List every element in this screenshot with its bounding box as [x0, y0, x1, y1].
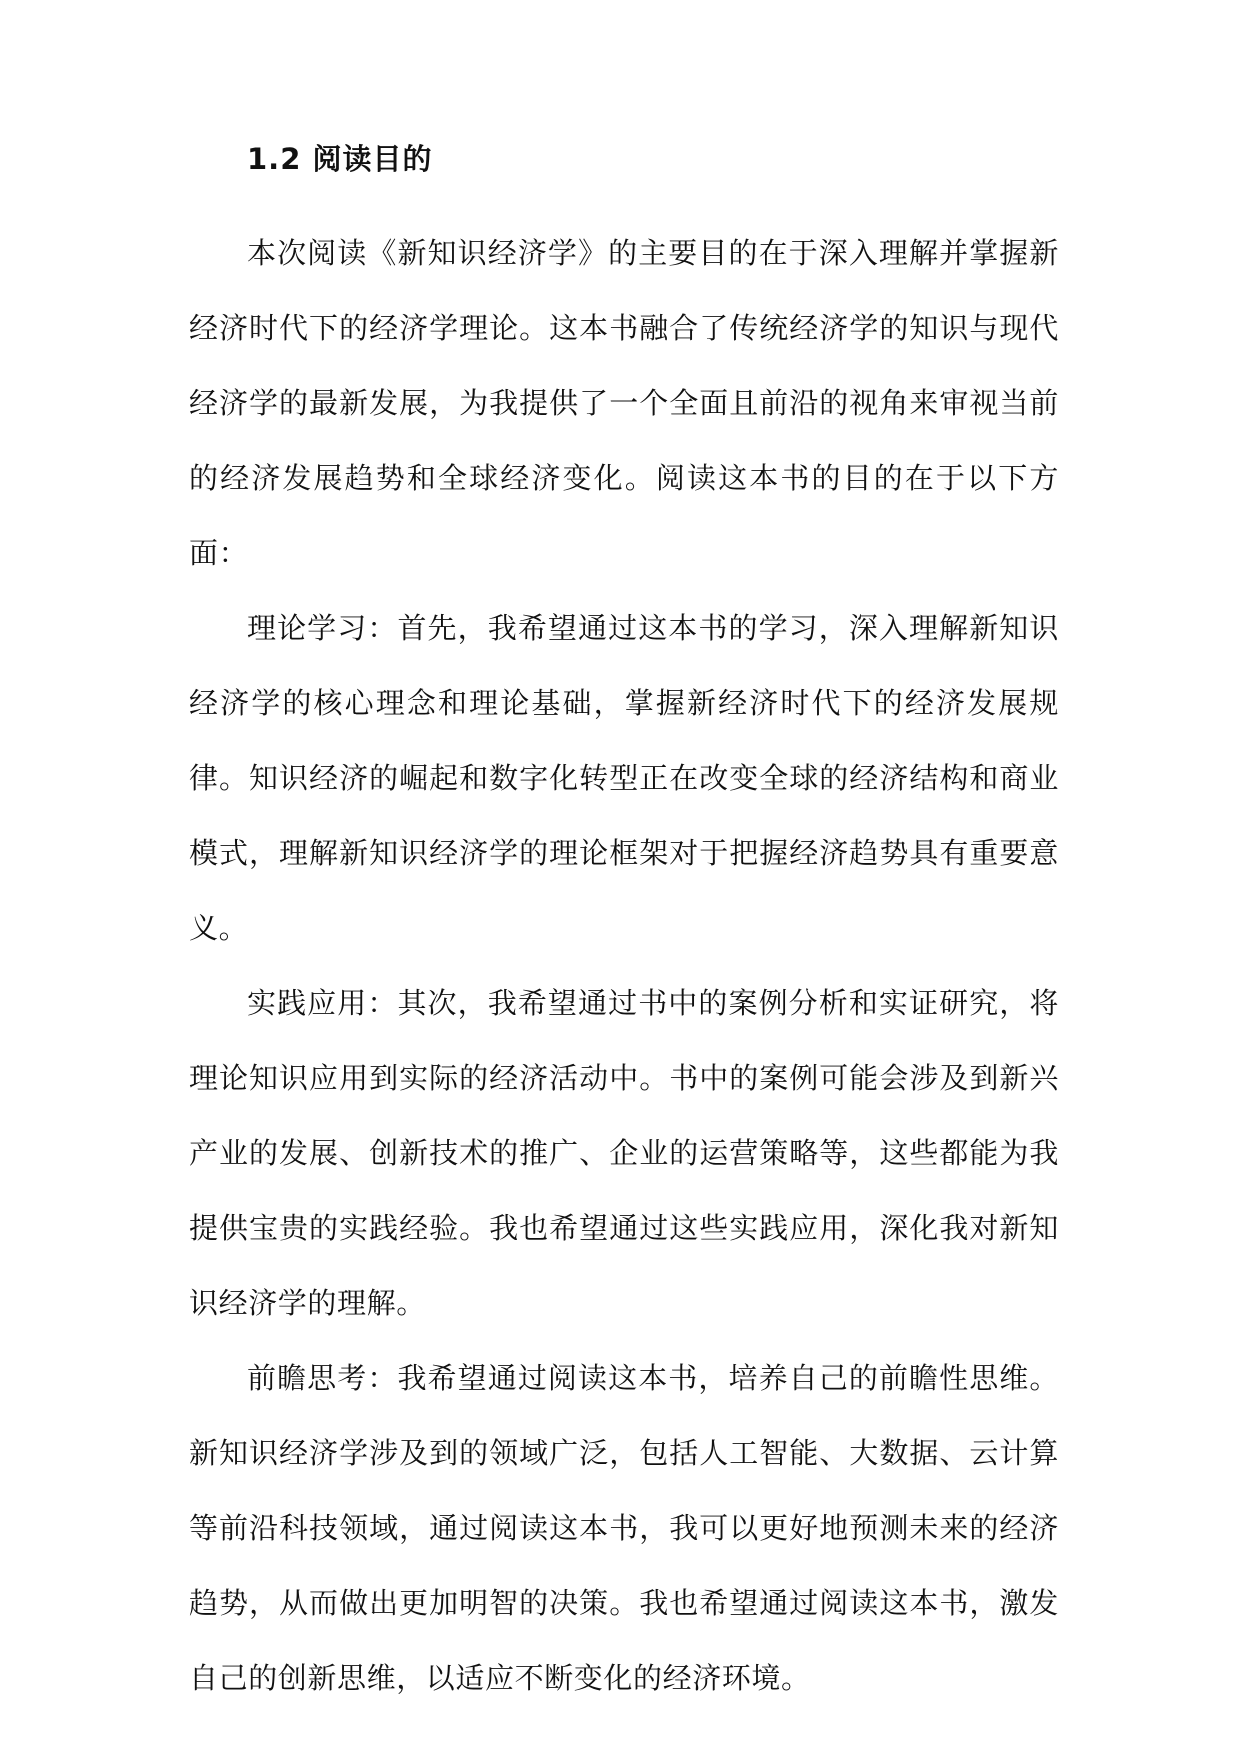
paragraph-forward-thinking: 前瞻思考：我希望通过阅读这本书，培养自己的前瞻性思维。新知识经济学涉及到的领域广泛，包括人工智能、大数据、云计算等前沿科技领域，通过阅读这本书，我可以更好地预测未来的经济趋势，从而做出更加明智的决策。我也希望通过阅读这本书，激发自己的创新思维，以适应不断变化的经济环境。 — [189, 1361, 1059, 1695]
paragraph-practice-application: 实践应用：其次，我希望通过书中的案例分析和实证研究，将理论知识应用到实际的经济活动中。书中的案例可能会涉及到新兴产业的发展、创新技术的推广、企业的运营策略等，这些都能为我提供宝贵的实践经验。我也希望通过这些实践应用，深化我对新知识经济学的理解。 — [189, 986, 1059, 1320]
paragraph-intro: 本次阅读《新知识经济学》的主要目的在于深入理解并掌握新经济时代下的经济学理论。这本书融合了传统经济学的知识与现代经济学的最新发展，为我提供了一个全面且前沿的视角来审视当前的经济发展趋势和全球经济变化。阅读这本书的目的在于以下方面： — [189, 236, 1059, 570]
section-heading: 1.2 阅读目的 — [247, 142, 433, 176]
paragraph-theory-study: 理论学习：首先，我希望通过这本书的学习，深入理解新知识经济学的核心理念和理论基础，掌握新经济时代下的经济发展规律。知识经济的崛起和数字化转型正在改变全球的经济结构和商业模式，理解新知识经济学的理论框架对于把握经济趋势具有重要意义。 — [189, 611, 1059, 945]
page-content — [189, 140, 1059, 1716]
